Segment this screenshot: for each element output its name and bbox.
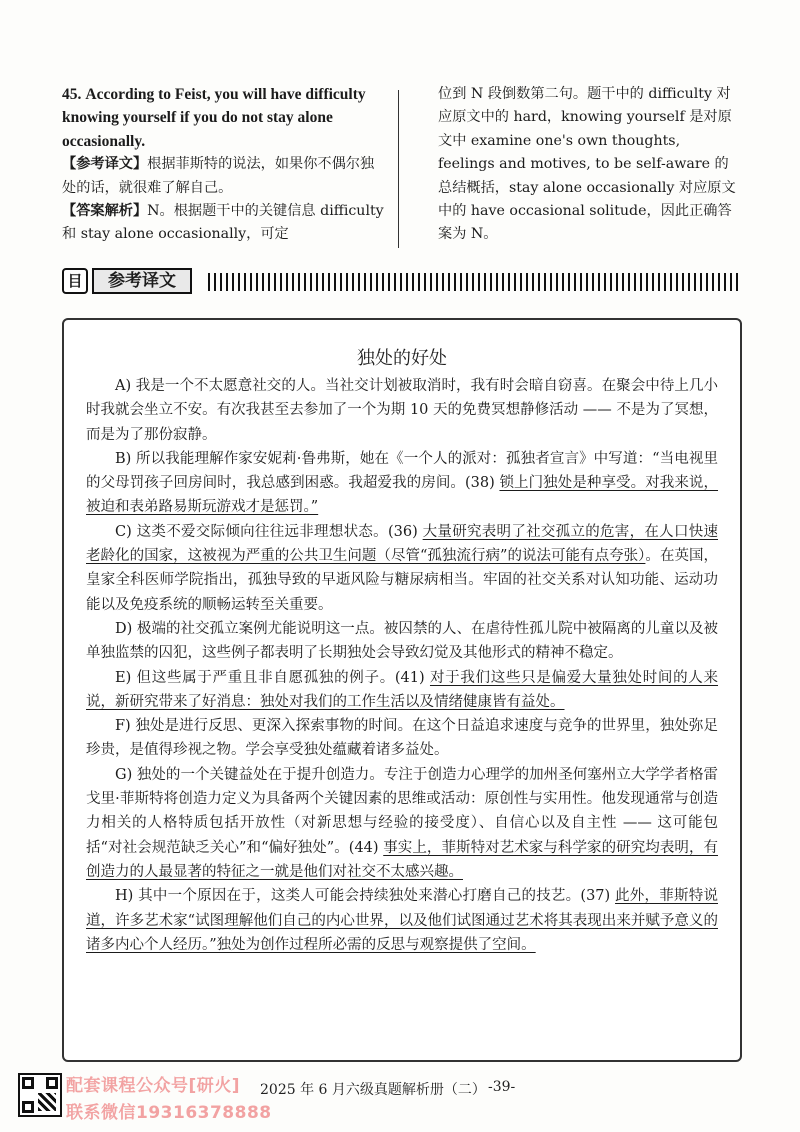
article-paragraph — [86, 374, 718, 447]
paragraph-text: G) 独处的一个关键益处在于提升创造力。专注于创造力心理学的加州圣何塞州立大学学者格雷戈里·菲斯特将创造力定义为具备两个关键因素的思维或活动：原创性与实用性。他发现通常与创造力相关的人格特质包括开放性（对新思想与经验的接受度）、自信心以及自主性 —— 这可能包括“对社会规范缺乏关心”和“偏好独处”。(44) — [86, 766, 718, 856]
paragraph-text: A) 我是一个不太愿意社交的人。当社交计划被取消时，我有时会暗自窃喜。在聚会中待上几小时我就会坐立不安。有次我甚至去参加了一个为期 10 天的免费冥想静修活动 —— 不是为了冥想，而是为了那份寂静。 — [86, 378, 718, 443]
article-paragraph — [86, 763, 718, 884]
question-title — [62, 83, 388, 153]
answer-text-left: N。根据题干中的关键信息 difficulty 和 stay alone occasionally，可定 — [62, 203, 384, 243]
watermark-line-1: 配套课程公众号[研火] — [66, 1076, 241, 1096]
underlined-answer-text: 事实上，菲斯特对艺术家与科学家的研究均表明，有创造力的人最显著的特征之一就是他们对社交不太感兴趣。 — [86, 839, 718, 880]
article-paragraphs — [86, 374, 718, 957]
question-45-right-column — [438, 83, 738, 247]
paragraph-text: E) 但这些属于严重且非自愿孤独的例子。(41) — [115, 669, 430, 686]
article-paragraph — [86, 666, 718, 715]
underlined-answer-text: 大量研究表明了社交孤立的危害，在人口快速老龄化的国家，这被视为严重的公共卫生问题（尽管“孤独流行病”的说法可能有点夸张） — [86, 523, 719, 565]
article-paragraph — [86, 884, 718, 957]
document-icon: 目 — [62, 268, 88, 294]
underlined-answer-text: 对于我们这些只是偏爱大量独处时间的人来说，新研究带来了好消息：独处对我们的工作生活以及情绪健康皆有益处。 — [86, 669, 719, 710]
article-paragraph — [86, 447, 718, 520]
translation-text: 根据菲斯特的说法，如果你不偶尔独处的话，就很难了解自己。 — [62, 156, 375, 196]
translation-tag: 【参考译文】 — [62, 156, 148, 173]
question-number: 45. — [62, 86, 82, 103]
page-number: -39- — [488, 1079, 516, 1095]
underlined-answer-text: 锁上门独处是种享受。对我来说，被迫和表弟路易斯玩游戏才是惩罚。” — [86, 475, 719, 516]
answer-line — [62, 200, 388, 247]
translation-box — [62, 318, 742, 1062]
answer-text-right: 位到 N 段倒数第二句。题干中的 difficulty 对应原文中的 hard，knowing yourself 是对原文中 examine one's own thoughts, feelings and motives, to be self-aware 的总结概括，stay alone occasionally 对应原文中的 have occasional solitude，因此正确答案为 N。 — [438, 86, 736, 243]
translation-line — [62, 153, 388, 200]
underlined-answer-text: 此外，菲斯特说道，许多艺术家“试图理解他们自己的内心世界，以及他们试图通过艺术将其表现出来并赋予意义的诸多内心个人经历。”独处为创作过程所必需的反思与观察提供了空间。 — [86, 888, 718, 953]
column-divider — [398, 90, 399, 248]
header-stripes — [208, 273, 740, 291]
paragraph-text-tail: 。在英国，皇家全科医师学院指出，孤独导致的早逝风险与糖尿病相当。牢固的社交关系对认知功能、运动功能以及免疫系统的顺畅运转至关重要。 — [86, 548, 719, 613]
article-title: 独处的好处 — [357, 348, 447, 369]
article-paragraph — [86, 520, 718, 617]
page-footer — [0, 1071, 800, 1132]
watermark-line-2: 联系微信19316378888 — [66, 1103, 272, 1123]
section-header — [62, 267, 742, 297]
paragraph-text: F) 独处是进行反思、更深入探索事物的时间。在这个日益追求速度与竞争的世界里，独处弥足珍贵，是值得珍视之物。学会享受独处蕴藏着诸多益处。 — [86, 718, 718, 759]
qr-code-icon — [18, 1073, 62, 1117]
question-text: According to Feist, you will have difficulty knowing yourself if you do not stay alone occasionally. — [62, 86, 366, 150]
question-45-left-column — [62, 83, 388, 247]
article-paragraph — [86, 714, 718, 763]
paragraph-text: H) 其中一个原因在于，这类人可能会持续独处来潜心打磨自己的技艺。(37) — [115, 888, 616, 905]
answer-tag: 【答案解析】 — [62, 203, 148, 220]
section-label: 参考译文 — [92, 268, 192, 294]
paragraph-text: B) 所以我能理解作家安妮莉·鲁弗斯，她在《一个人的派对：孤独者宣言》中写道：“当电视里的父母罚孩子回房间时，我总感到困惑。我超爱我的房间。(38) — [86, 450, 718, 492]
paragraph-text: C) 这类不爱交际倾向往往远非理想状态。(36) — [115, 523, 423, 540]
article-paragraph — [86, 617, 718, 666]
book-info: 2025 年 6 月六级真题解析册（二） — [260, 1082, 486, 1098]
paragraph-text: D) 极端的社交孤立案例尤能说明这一点。被囚禁的人、在虐待性孤儿院中被隔离的儿童以及被单独监禁的囚犯，这些例子都表明了长期独处会导致幻觉及其他形式的精神不稳定。 — [86, 620, 718, 662]
